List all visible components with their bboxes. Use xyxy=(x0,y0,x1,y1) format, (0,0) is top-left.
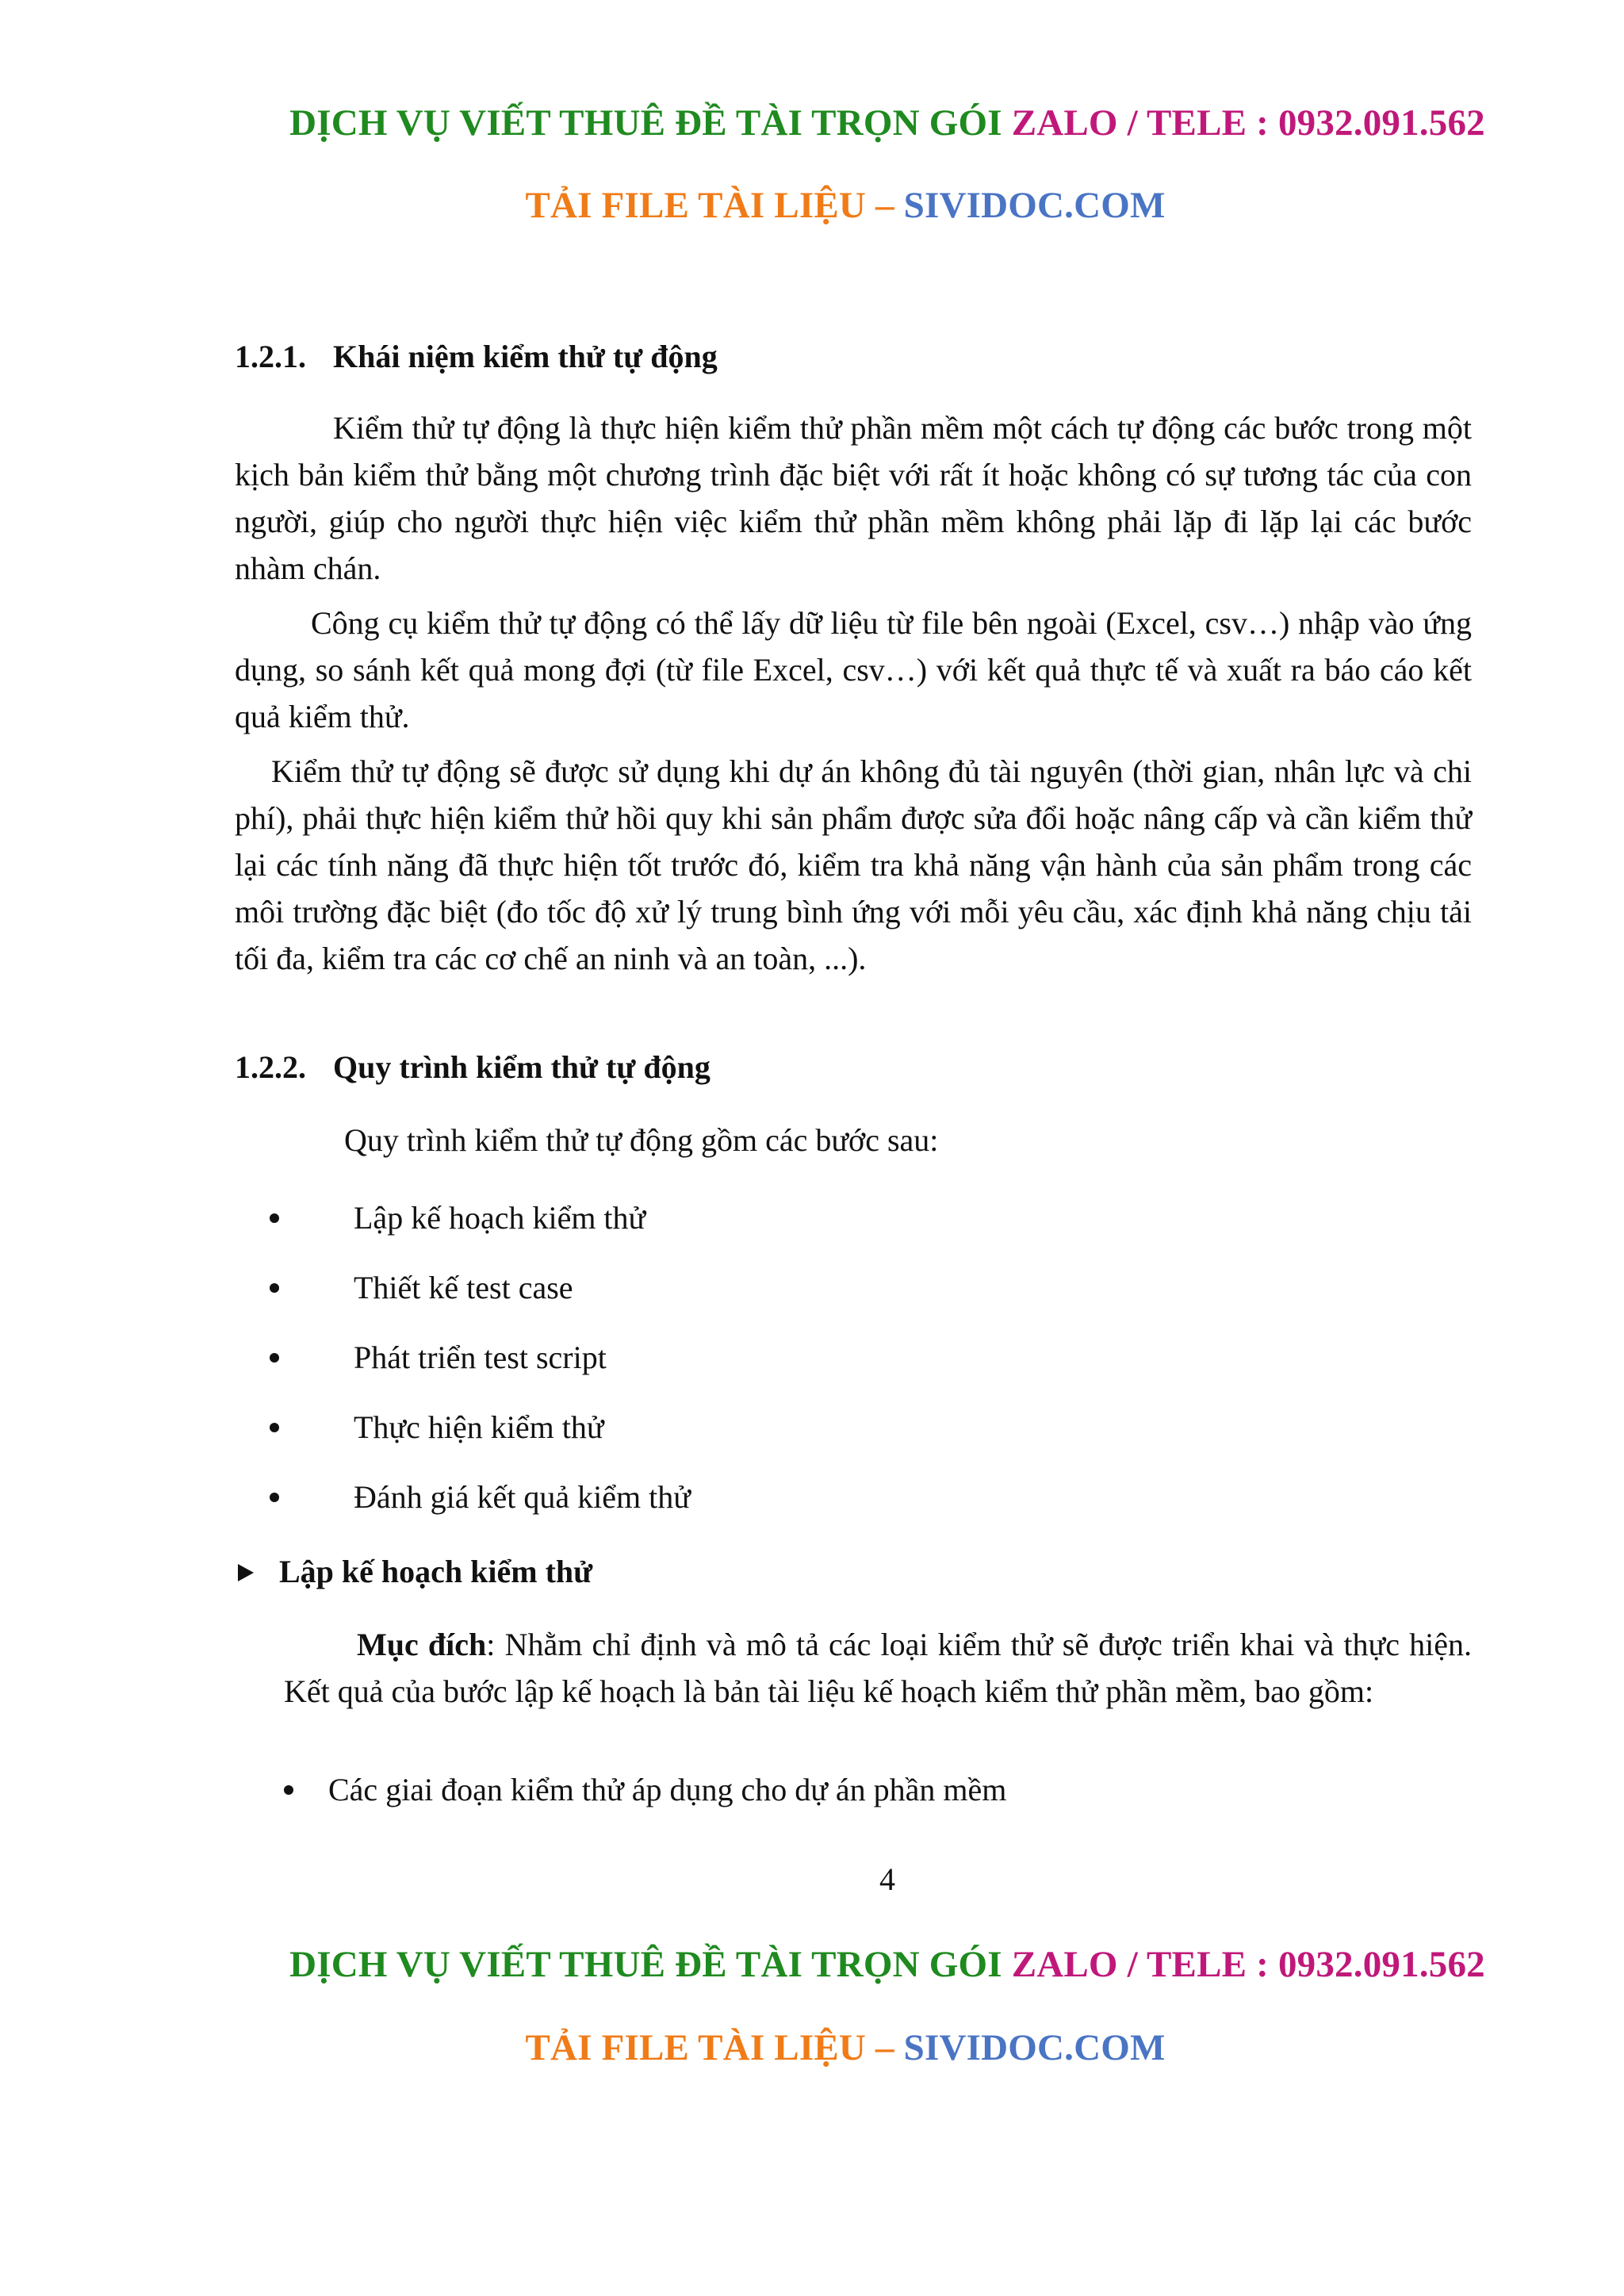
bullet-icon xyxy=(270,1283,279,1293)
page-number: 4 xyxy=(879,1861,895,1897)
section-number: 1.2.1. xyxy=(235,339,306,374)
bullet-icon xyxy=(270,1493,279,1502)
section-number: 1.2.2. xyxy=(235,1049,306,1085)
bullet-icon xyxy=(270,1423,279,1432)
section-title: Khái niệm kiểm thử tự động xyxy=(333,339,718,374)
subsection-title: Lập kế hoạch kiểm thử xyxy=(279,1554,593,1589)
bullet-icon xyxy=(284,1785,293,1795)
banner-service-text: DỊCH VỤ VIẾT THUÊ ĐỀ TÀI TRỌN GÓI xyxy=(289,1944,1002,1985)
purpose-label: Mục đích xyxy=(357,1627,487,1662)
section-1-2-2-heading xyxy=(235,1044,710,1091)
banner-contact-text: ZALO / TELE : 0932.091.562 xyxy=(1011,102,1485,144)
banner-download-text: TẢI FILE TÀI LIỆU – xyxy=(525,185,894,226)
header-banner-line1 xyxy=(0,102,1624,144)
footer-banner-line2 xyxy=(0,2026,1624,2069)
banner-contact-text: ZALO / TELE : 0932.091.562 xyxy=(1011,1944,1485,1985)
bullet-icon xyxy=(270,1353,279,1363)
banner-service-text: DỊCH VỤ VIẾT THUÊ ĐỀ TÀI TRỌN GÓI xyxy=(289,102,1002,144)
purpose-text: : Nhằm chỉ định và mô tả các loại kiểm thử sẽ được triển khai và thực hiện. Kết quả của bước lập kế hoạch là bản tài liệu kế hoạch kiểm thử phần mềm, bao gồm: xyxy=(284,1627,1472,1709)
section-title: Quy trình kiểm thử tự động xyxy=(333,1049,710,1085)
arrow-right-icon xyxy=(238,1564,254,1581)
section-1-2-1-heading xyxy=(235,333,718,380)
bullet-icon xyxy=(270,1213,279,1223)
footer-banner-line1 xyxy=(0,1943,1624,1986)
paragraph-tools: Công cụ kiểm thử tự động có thể lấy dữ liệu từ file bên ngoài (Excel, csv…) nhập vào ứng dụng, so sánh kết quả mong đợi (từ file Excel, csv…) với kết quả thực tế và xuất ra báo cáo kết quả kiểm thử. xyxy=(235,605,1472,734)
banner-site-link[interactable]: SIVIDOC.COM xyxy=(903,185,1166,226)
paragraph-definition: Kiểm thử tự động là thực hiện kiểm thử phần mềm một cách tự động các bước trong một kịch bản kiểm thử bằng một chương trình đặc biệt với rất ít hoặc không có sự tương tác của con người, giúp cho người thực hiện việc kiểm thử phần mềm không phải lặp đi lặp lại các bước nhàm chán. xyxy=(235,410,1472,586)
process-intro: Quy trình kiểm thử tự động gồm các bước sau: xyxy=(344,1122,939,1158)
banner-site-link[interactable]: SIVIDOC.COM xyxy=(903,2027,1166,2068)
banner-download-text: TẢI FILE TÀI LIỆU – xyxy=(525,2027,894,2068)
subsection-heading xyxy=(238,1548,592,1595)
header-banner-line2 xyxy=(0,184,1624,227)
paragraph-purpose xyxy=(284,1621,1472,1715)
paragraph-usage: Kiểm thử tự động sẽ được sử dụng khi dự án không đủ tài nguyên (thời gian, nhân lực và chi phí), phải thực hiện kiểm thử hồi quy khi sản phẩm được sửa đổi hoặc nâng cấp và cần kiểm thử lại các tính năng đã thực hiện tốt trước đó, kiểm tra khả năng vận hành của sản phẩm trong các môi trường đặc biệt (đo tốc độ xử lý trung bình ứng với mỗi yêu cầu, xác định khả năng chịu tải tối đa, kiểm tra các cơ chế an ninh và an toàn, ...). xyxy=(235,753,1472,976)
